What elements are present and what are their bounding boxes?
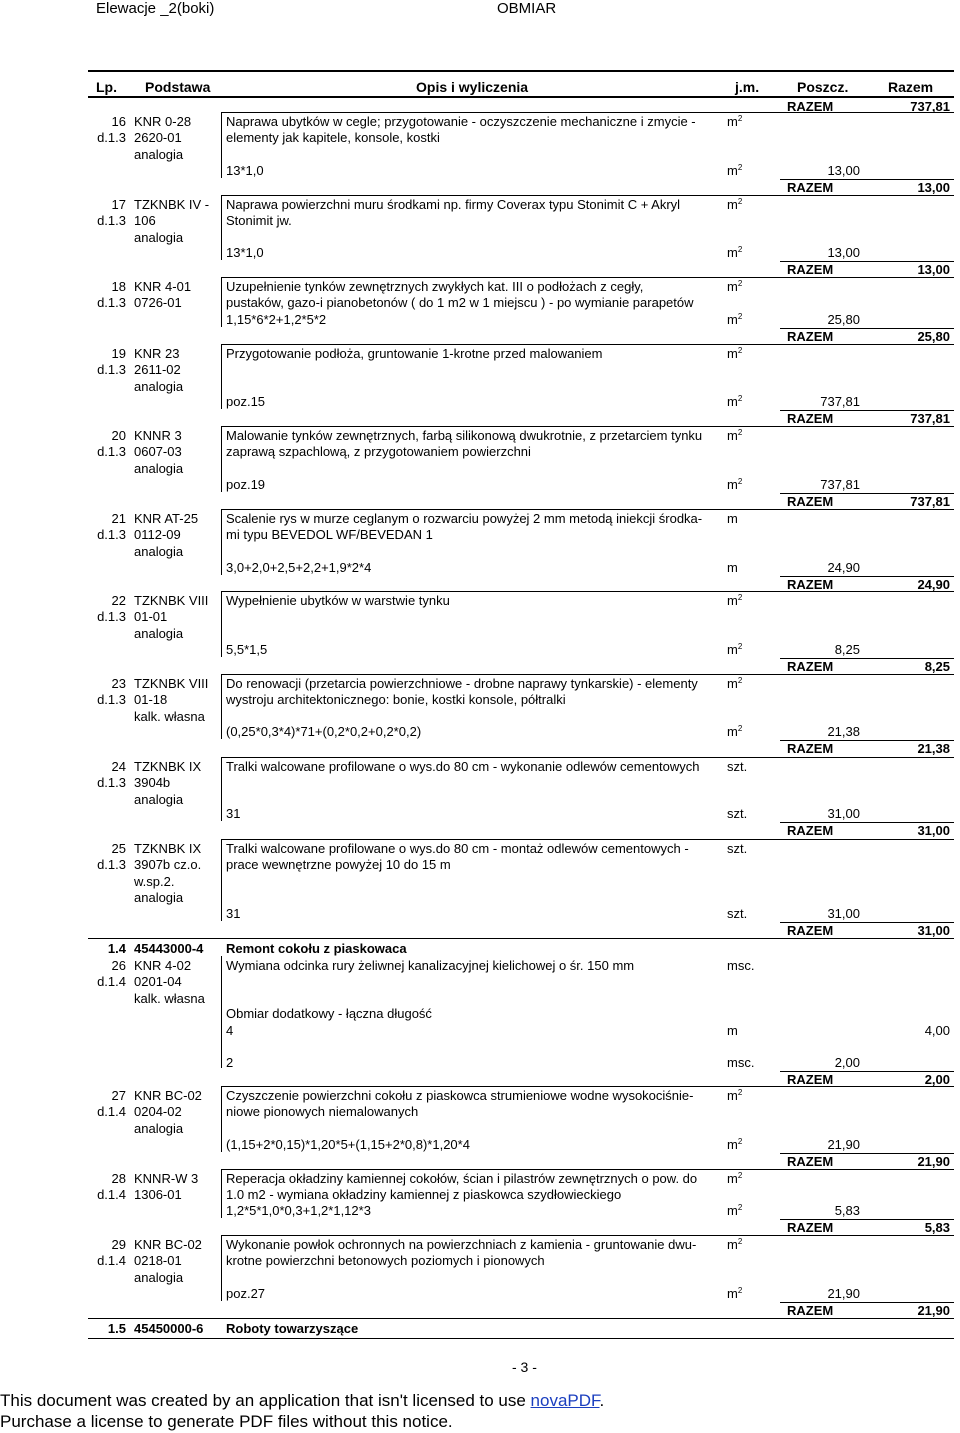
item-18-base-line: 0726-01 — [134, 295, 182, 311]
document-title: Elewacje _2(boki) — [96, 0, 215, 17]
item-29-description-line: Wykonanie powłok ochronnych na powierzchniach z kamienia - gruntowanie dwu- — [226, 1237, 697, 1252]
item-26-razem-value: 2,00 — [924, 1072, 950, 1087]
item-26-number: 26 — [111, 958, 126, 973]
item-28-section: d.1.4 — [97, 1187, 126, 1203]
item-29-razem-label: RAZEM — [787, 1303, 834, 1318]
column-divider — [221, 956, 222, 1068]
item-17-description-line: Stonimit jw. — [226, 213, 292, 229]
header-bottom-rule — [88, 96, 954, 98]
item-26-razem-label: RAZEM — [787, 1072, 834, 1087]
item-23-number: 23 — [111, 676, 126, 691]
row-separator — [222, 426, 954, 427]
item-17-description-line: Naprawa powierzchni muru środkami np. firmy Coverax typu Stonimit C + Akryl — [226, 197, 681, 212]
item-21-section: d.1.3 — [97, 527, 126, 543]
item-18-base-line: KNR 4-01 — [134, 279, 192, 294]
item-18-section: d.1.3 — [97, 295, 126, 311]
item-22-value: 8,25 — [834, 642, 860, 657]
col-opis: Opis i wyliczenia — [416, 79, 529, 95]
item-16-section: d.1.3 — [97, 130, 126, 146]
item-18-razem-value: 25,80 — [917, 329, 950, 344]
item-25-calc: 31 — [226, 906, 241, 921]
item-18-number: 18 — [111, 279, 126, 294]
item-23-base-line: kalk. własna — [134, 708, 205, 724]
item-27-description-line: Czyszczenie powierzchni cokołu z piaskowca strumieniowe wodne wysokociśnie- — [226, 1088, 694, 1103]
item-27-base-line: analogia — [134, 1120, 184, 1136]
row-separator — [222, 1235, 954, 1236]
item-21-value: 24,90 — [827, 560, 860, 575]
item-25-description-line: prace wewnętrzne powyżej 10 do 15 m — [226, 857, 451, 873]
item-19-razem-value: 737,81 — [910, 411, 950, 426]
row-separator — [222, 112, 954, 113]
item-27-razem-value: 21,90 — [917, 1154, 950, 1169]
item-23-calc: (0,25*0,3*4)*71+(0,2*0,2+0,2*0,2) — [226, 724, 422, 739]
item-18-value: 25,80 — [827, 312, 860, 327]
item-19-unit: $m^2$ — [727, 346, 743, 361]
column-divider — [221, 509, 222, 575]
item-18-description-line: pustaków, gazo-i pianobetonów ( do 1 m2 w 1 miejscu ) - po wymianie parapetów — [226, 295, 694, 311]
item-22-base-line: analogia — [134, 625, 184, 641]
row-separator — [222, 344, 954, 345]
col-jm: j.m. — [735, 79, 760, 95]
sheet-title: OBMIAR — [497, 0, 557, 17]
item-25-base-line: 3907b cz.o. — [134, 857, 202, 873]
item-28-value: 5,83 — [834, 1203, 860, 1218]
item-20-section: d.1.3 — [97, 444, 126, 460]
item-26-base-line: kalk. własna — [134, 990, 205, 1006]
item-29-base-line: 0218-01 — [134, 1253, 182, 1269]
column-divider — [221, 112, 222, 178]
col-poszcz: Poszcz. — [797, 79, 849, 95]
item-25-base-line: w.sp.2. — [134, 873, 175, 889]
item-29-unit: $m^2$ — [727, 1237, 743, 1252]
section-15-code: 45450000-6 — [134, 1321, 204, 1336]
section-rule — [88, 1318, 954, 1319]
item-17-base-line: analogia — [134, 229, 184, 245]
novapdf-link[interactable]: novaPDF — [530, 1391, 600, 1410]
item-27-description-line: niowe pionowych niemalowanych — [226, 1104, 419, 1120]
item-19-razem-label: RAZEM — [787, 411, 834, 426]
item-29-calc-unit: $m^2$ — [727, 1286, 743, 1301]
item-17-section: d.1.3 — [97, 213, 126, 229]
section-14-title: Remont cokołu z piaskowaca — [226, 941, 407, 956]
col-lp: Lp. — [96, 79, 117, 95]
item-20-calc: poz.19 — [226, 477, 266, 492]
item-19-calc-unit: $m^2$ — [727, 394, 743, 409]
item-23-razem-value: 21,38 — [917, 741, 950, 756]
item-20-unit: $m^2$ — [727, 428, 743, 443]
item-20-value: 737,81 — [820, 477, 860, 492]
item-28-razem-label: RAZEM — [787, 1220, 834, 1235]
item-24-calc-unit: szt. — [727, 806, 748, 821]
item-28-calc: 1,2*5*1,0*0,3+1,2*1,12*3 — [226, 1203, 371, 1218]
item-23-unit: $m^2$ — [727, 676, 743, 691]
item-24-razem-label: RAZEM — [787, 823, 834, 838]
item-20-description-line: Malowanie tynków zewnętrznych, farbą silikonową dwukrotnie, z przetarciem tynku — [226, 428, 703, 443]
item-17-calc: 13*1,0 — [226, 245, 264, 260]
row-separator — [222, 195, 954, 196]
item-28-description-line: 1.0 m2 - wymiana okładziny kamiennej z piaskowca szydłowieckiego — [226, 1187, 622, 1203]
item-16-base-line: 2620-01 — [134, 130, 182, 146]
item-21-description-line: Scalenie rys w murze ceglanym o rozwarciu powyżej 2 mm metodą iniekcji środka- — [226, 511, 703, 526]
item-22-description-line: Wypełnienie ubytków w warstwie tynku — [226, 593, 450, 608]
item-25-calc-unit: szt. — [727, 906, 748, 921]
item-19-value: 737,81 — [820, 394, 860, 409]
item-24-razem-value: 31,00 — [917, 823, 950, 838]
item-17-base-line: TZKNBK IV - — [134, 197, 210, 212]
item-28-description-line: Reperacja okładziny kamiennej cokołów, ścian i pilastrów zewnętrznych o pow. do — [226, 1171, 698, 1186]
item-28-calc-unit: $m^2$ — [727, 1203, 743, 1218]
item-17-razem-label: RAZEM — [787, 262, 834, 277]
item-25-description-line: Tralki walcowane profilowane o wys.do 80 cm - montaż odlewów cementowych - — [226, 841, 689, 856]
license-notice-text: This document was created by an application that isn't licensed to use — [0, 1391, 531, 1410]
item-23-calc-unit: $m^2$ — [727, 724, 743, 739]
column-divider — [221, 1235, 222, 1301]
item-16-calc-unit: $m^2$ — [727, 163, 743, 178]
section-15-number: 1.5 — [107, 1321, 126, 1336]
column-divider — [221, 674, 222, 739]
item-16-base-line: analogia — [134, 146, 184, 162]
item-29-number: 29 — [111, 1237, 126, 1252]
column-divider — [221, 1169, 222, 1218]
item-18-razem-label: RAZEM — [787, 329, 834, 344]
item-20-calc-unit: $m^2$ — [727, 477, 743, 492]
item-25-razem-value: 31,00 — [917, 923, 950, 938]
item-22-base-line: TZKNBK VIII — [134, 593, 209, 608]
item-25-unit: szt. — [727, 841, 748, 856]
item-22-section: d.1.3 — [97, 609, 126, 625]
item-27-razem-label: RAZEM — [787, 1154, 834, 1169]
item-29-razem-value: 21,90 — [917, 1303, 950, 1318]
item-26-unit: msc. — [727, 958, 755, 973]
row-separator — [222, 839, 954, 840]
item-16-description-line: elementy jak kapitele, konsole, kostki — [226, 130, 440, 146]
row-separator — [222, 674, 954, 675]
item-17-number: 17 — [111, 197, 126, 212]
item-24-base-line: TZKNBK IX — [134, 759, 202, 774]
item-27-number: 27 — [111, 1088, 126, 1103]
item-26-value1: 4,00 — [924, 1023, 950, 1038]
item-23-description-line: wystroju architektonicznego: bonie, kostki konsole, półtralki — [226, 692, 566, 708]
section-15-title: Roboty towarzyszące — [226, 1321, 359, 1336]
item-28-unit: $m^2$ — [727, 1171, 743, 1186]
column-divider — [221, 839, 222, 921]
item-21-calc-unit: m — [727, 560, 738, 575]
item-29-calc: poz.27 — [226, 1286, 266, 1301]
item-23-description-line: Do renowacji (przetarcia powierzchniowe - drobne naprawy tynkarskie) - elementy — [226, 676, 698, 691]
page-number: - 3 - — [512, 1359, 537, 1375]
item-21-razem-label: RAZEM — [787, 577, 834, 592]
item-29-description-line: krotne powierzchni betonowych poziomych i pionowych — [226, 1253, 545, 1269]
item-18-description-line: Uzupełnienie tynków zewnętrznych zwykłych kat. III o podłożach z cegły, — [226, 279, 644, 294]
item-16-value: 13,00 — [827, 163, 860, 178]
item-17-base-line: 106 — [134, 213, 156, 229]
item-19-calc: poz.15 — [226, 394, 266, 409]
item-24-base-line: 3904b — [134, 775, 171, 791]
item-21-base-line: 0112-09 — [134, 527, 181, 543]
item-24-section: d.1.3 — [97, 775, 126, 791]
item-20-razem-value: 737,81 — [910, 494, 950, 509]
item-16-razem-label: RAZEM — [787, 180, 834, 195]
item-22-razem-value: 8,25 — [924, 659, 950, 674]
item-18-calc-unit: $m^2$ — [727, 312, 743, 327]
item-20-base-line: 0607-03 — [134, 444, 182, 460]
item-17-razem-value: 13,00 — [917, 262, 950, 277]
item-23-base-line: TZKNBK VIII — [134, 676, 209, 691]
item-16-unit: $m^2$ — [727, 114, 743, 129]
column-divider — [221, 591, 222, 657]
license-notice-period: . — [599, 1391, 605, 1410]
item-21-base-line: KNR AT-25 — [134, 511, 199, 526]
item-18-calc: 1,15*6*2+1,2*5*2 — [226, 312, 327, 327]
item-27-base-line: 0204-02 — [134, 1104, 182, 1120]
item-27-base-line: KNR BC-02 — [134, 1088, 202, 1103]
item-25-razem-label: RAZEM — [787, 923, 834, 938]
item-29-value: 21,90 — [827, 1286, 860, 1301]
item-26-calc2: 2 — [226, 1055, 234, 1070]
license-purchase-text: Purchase a license to generate PDF files without this notice. — [0, 1412, 453, 1431]
item-19-description-line: Przygotowanie podłoża, gruntowanie 1-krotne przed malowaniem — [226, 346, 603, 361]
item-27-calc: (1,15+2*0,15)*1,20*5+(1,15+2*0,8)*1,20*4 — [226, 1137, 470, 1152]
item-24-base-line: analogia — [134, 791, 184, 807]
item-16-description-line: Naprawa ubytków w cegle; przygotowanie - oczyszczenie mechaniczne i zmycie - — [226, 114, 696, 129]
column-divider — [221, 344, 222, 409]
item-23-razem-label: RAZEM — [787, 741, 834, 756]
item-26-description: Wymiana odcinka rury żeliwnej kanalizacyjnej kielichowej o śr. 150 mm — [226, 958, 635, 973]
item-26-calc1-unit: m — [727, 1023, 738, 1038]
item-23-base-line: 01-18 — [134, 692, 168, 708]
item-26-section: d.1.4 — [97, 974, 126, 989]
section-14-code: 45443000-4 — [134, 941, 204, 956]
item-17-unit: $m^2$ — [727, 197, 743, 212]
item-26-base-line: 0201-04 — [134, 974, 182, 990]
item-29-base-line: KNR BC-02 — [134, 1237, 202, 1252]
item-25-section: d.1.3 — [97, 857, 126, 873]
table-bottom-rule — [88, 1338, 954, 1339]
razem-value: 737,81 — [910, 99, 950, 114]
item-28-base-line: KNNR-W 3 — [134, 1171, 199, 1186]
item-27-unit: $m^2$ — [727, 1088, 743, 1103]
item-24-value: 31,00 — [827, 806, 860, 821]
item-22-unit: $m^2$ — [727, 593, 743, 608]
item-19-base-line: analogia — [134, 378, 184, 394]
section-14-number: 1.4 — [107, 941, 126, 956]
item-23-value: 21,38 — [827, 724, 860, 739]
item-22-base-line: 01-01 — [134, 609, 168, 625]
item-22-calc-unit: $m^2$ — [727, 642, 743, 657]
item-22-calc: 5,5*1,5 — [226, 642, 268, 657]
item-21-base-line: analogia — [134, 543, 184, 559]
table-top-rule — [88, 70, 954, 72]
license-notice — [0, 1391, 604, 1411]
item-26-value2: 2,00 — [834, 1055, 860, 1070]
item-21-number: 21 — [111, 511, 126, 526]
item-24-calc: 31 — [226, 806, 241, 821]
col-podstawa: Podstawa — [145, 79, 211, 95]
item-26-calc1: 4 — [226, 1023, 234, 1038]
item-16-calc: 13*1,0 — [226, 163, 264, 178]
item-17-calc-unit: $m^2$ — [727, 245, 743, 260]
item-16-base-line: KNR 0-28 — [134, 114, 192, 129]
row-separator — [222, 1086, 954, 1087]
item-16-razem-value: 13,00 — [917, 180, 950, 195]
item-29-base-line: analogia — [134, 1269, 184, 1285]
item-26-note: Obmiar dodatkowy - łączna długość — [226, 1006, 432, 1021]
row-separator — [222, 591, 954, 592]
item-22-razem-label: RAZEM — [787, 659, 834, 674]
column-divider — [221, 426, 222, 492]
item-28-razem-value: 5,83 — [924, 1220, 950, 1235]
item-20-razem-label: RAZEM — [787, 494, 834, 509]
item-20-description-line: zaprawą szpachlową, z przygotowaniem powierzchni — [226, 444, 531, 460]
item-25-value: 31,00 — [827, 906, 860, 921]
item-23-section: d.1.3 — [97, 692, 126, 708]
item-24-unit: szt. — [727, 759, 748, 774]
item-27-section: d.1.4 — [97, 1104, 126, 1120]
item-25-number: 25 — [111, 841, 126, 856]
row-separator — [222, 509, 954, 510]
item-20-base-line: KNNR 3 — [134, 428, 182, 443]
item-22-number: 22 — [111, 593, 126, 608]
item-26-base-line: KNR 4-02 — [134, 958, 192, 973]
row-separator — [222, 277, 954, 278]
row-separator — [222, 1169, 954, 1170]
item-25-base-line: analogia — [134, 890, 184, 906]
item-26-calc2-unit: msc. — [727, 1055, 755, 1070]
column-divider — [221, 757, 222, 821]
item-19-base-line: KNR 23 — [134, 346, 180, 361]
item-18-unit: $m^2$ — [727, 279, 743, 294]
item-28-number: 28 — [111, 1171, 126, 1186]
item-19-base-line: 2611-02 — [134, 362, 181, 378]
item-17-value: 13,00 — [827, 245, 860, 260]
item-29-section: d.1.4 — [97, 1253, 126, 1269]
item-24-number: 24 — [111, 759, 126, 774]
item-21-unit: m — [727, 511, 738, 526]
item-28-base-line: 1306-01 — [134, 1187, 182, 1203]
row-separator — [222, 757, 954, 758]
item-21-calc: 3,0+2,0+2,5+2,2+1,9*2*4 — [226, 560, 372, 575]
col-razem: Razem — [888, 79, 934, 95]
column-divider — [221, 195, 222, 260]
column-divider — [221, 277, 222, 327]
item-21-razem-value: 24,90 — [917, 577, 950, 592]
item-20-number: 20 — [111, 428, 126, 443]
razem-label: RAZEM — [787, 99, 834, 114]
item-27-value: 21,90 — [827, 1137, 860, 1152]
item-25-base-line: TZKNBK IX — [134, 841, 202, 856]
item-24-description-line: Tralki walcowane profilowane o wys.do 80 cm - wykonanie odlewów cementowych — [226, 759, 700, 774]
section-rule — [88, 938, 954, 939]
item-21-description-line: mi typu BEVEDOL WF/BEVEDAN 1 — [226, 527, 433, 543]
item-16-number: 16 — [111, 114, 126, 129]
item-20-base-line: analogia — [134, 460, 184, 476]
item-19-number: 19 — [111, 346, 126, 361]
column-divider — [221, 1086, 222, 1152]
item-19-section: d.1.3 — [97, 362, 126, 378]
item-27-calc-unit: $m^2$ — [727, 1137, 743, 1152]
